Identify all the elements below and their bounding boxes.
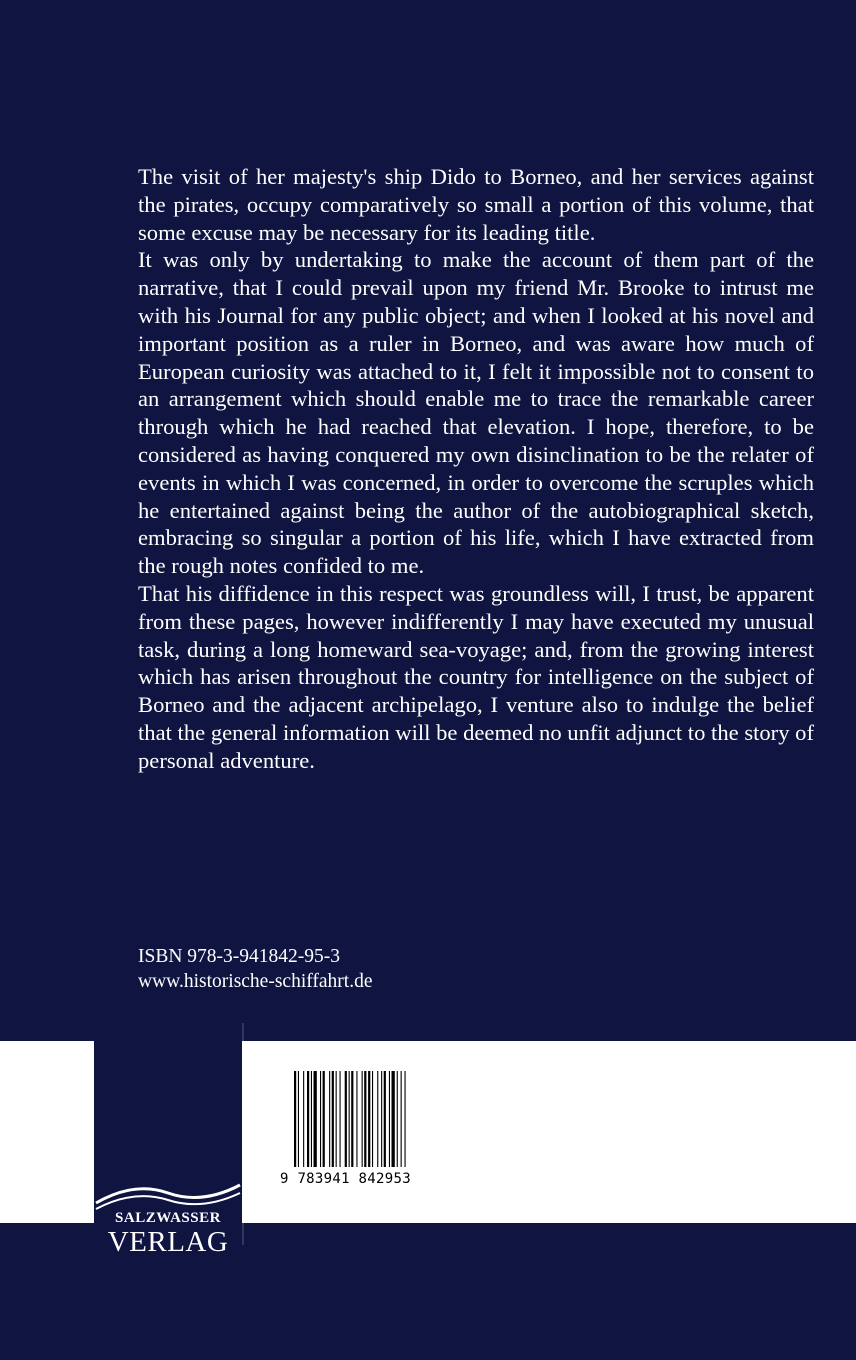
back-cover-blurb [138,163,814,775]
blurb-paragraph-1: The visit of her majesty's ship Dido to Borneo, and her services against the pirates, occupy comparatively so small a portion of this volume, that some excuse may be necessary for its leading title. [138,164,814,245]
publisher-logo [94,1023,242,1258]
isbn-text: ISBN 978-3-941842-95-3 [138,946,341,967]
publisher-name-line2: VERLAG [107,1226,229,1258]
barcode-digits: 9 783941 842953 [280,1171,411,1187]
blurb-paragraph-2: It was only by undertaking to make the account of them part of the narrative, that I could prevail upon my friend Mr. Brooke to intrust me with his Journal for any public object; and when I looked at his novel and important position as a ruler in Borneo, and was aware how much of European curiosity was attached to it, I felt it impossible not to consent to an arrangement which should enable me to trace the remarkable career through which he had reached that elevation. I hope, therefore, to be considered as having conquered my own disinclination to be the relater of events in which I was concerned, in order to overcome the scruples which he entertained against being the author of the autobiographical sketch, embracing so singular a portion of his life, which I have extracted from the rough notes confided to me. [138,247,814,579]
website-text: www.historische-schiffahrt.de [138,971,373,992]
isbn-barcode [280,1071,440,1191]
isbn-block [138,944,372,994]
publisher-name-line1: SALZWASSER [115,1210,221,1226]
wave-icon [94,1163,242,1213]
barcode-bars [280,1071,440,1171]
blurb-paragraph-3: That his diffidence in this respect was groundless will, I trust, be apparent from these pages, however indifferently I may have executed my unusual task, during a long homeward sea-voyage; and, from the growing interest which has arisen throughout the country for intelligence on the subject of Borneo and the adjacent archipelago, I venture also to indulge the belief that the general information will be deemed no unfit adjunct to the story of personal adventure. [138,580,814,773]
